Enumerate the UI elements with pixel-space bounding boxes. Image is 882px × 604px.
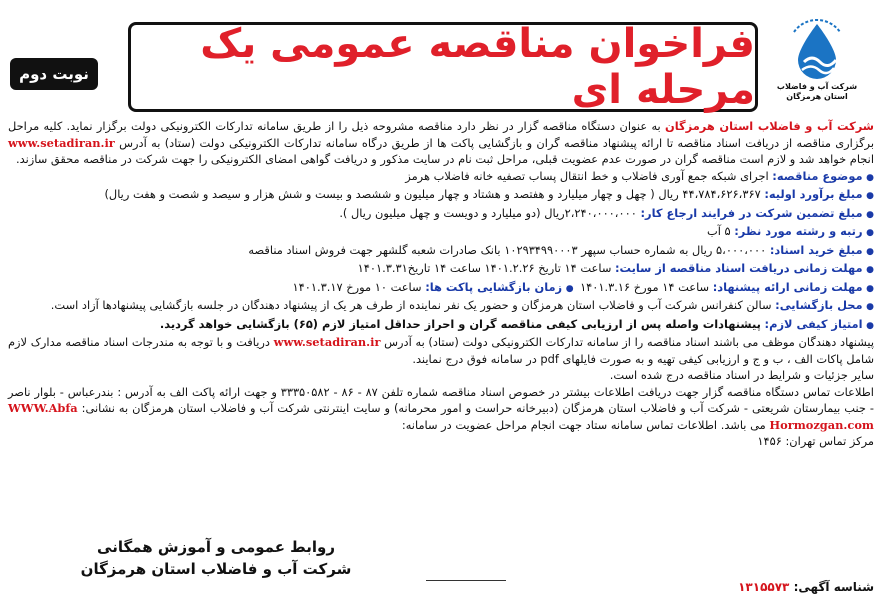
bullet-icon: ● — [866, 283, 874, 294]
item-label: رتبه و رشته مورد نظر: — [734, 224, 863, 238]
item-value: ۵،۰۰۰،۰۰۰ ریال به شماره حساب سپهر ۱۰۲۹۳۴۹۹۰۰۰۳ بانک صادرات شعبه گلشهر جهت فروش اسناد مناقصه — [248, 242, 767, 257]
item-label: مهلت زمانی دریافت اسناد مناقصه از سایت: — [615, 261, 863, 275]
note-paragraph — [8, 334, 874, 367]
item-value-2: ساعت ۱۰ مورخ ۱۴۰۱.۳.۱۷ — [292, 279, 422, 294]
list-item — [8, 297, 874, 316]
list-item — [8, 223, 874, 242]
footer — [6, 536, 876, 598]
list-item — [8, 279, 874, 298]
item-value: ۴۴،۷۸۴،۶۲۶،۳۶۷ ریال ( چهل و چهار میلیارد و هفتصد و هشتاد و چهار میلیون و ششصد و بیست و شش هزار و سیصد و شصت و هفت ریال) — [104, 187, 761, 201]
divider — [426, 580, 506, 581]
note-paragraph — [8, 384, 874, 434]
title-box — [128, 22, 758, 112]
bullet-icon: ● — [565, 283, 577, 294]
note-text: می باشد. اطلاعات تماس سامانه ستاد جهت انجام مراحل عضویت در سامانه: — [401, 417, 766, 432]
page-title: فراخوان مناقصه عمومی یک مرحله ای — [200, 21, 755, 113]
intro-text-2: انجام خواهد شد و لازم است مناقصه گران در صورت عدم عضویت قبلی، مراحل ثبت نام در سایت مذکور و دریافت گواهی امضای الکترونیکی را جهت شرکت در مناقصه محقق سازند. — [16, 152, 874, 166]
item-value: ساعت ۱۴ مورخ ۱۴۰۱.۳.۱۶ — [580, 279, 710, 294]
item-label: مبلغ خرید اسناد: — [769, 242, 863, 257]
bullet-icon: ● — [866, 228, 874, 238]
logo-text-2: استان هرمزگان — [786, 92, 848, 101]
item-label: مهلت زمانی ارائه پیشنهاد: — [712, 279, 863, 294]
second-round-badge: نوبت دوم — [10, 58, 98, 90]
bullet-icon: ● — [866, 265, 874, 275]
bullet-icon: ● — [866, 246, 874, 257]
company-name: شرکت آب و فاضلاب استان هرمزگان — [665, 119, 874, 133]
intro-text-1: به عنوان دستگاه مناقصه گزار در نظر دارد مناقصه مشروحه ذیل را از طریق سامانه تدارکات الکترونیکی دولت برگزار نماید. کلیه مراحل برگزاری مناقصه از دریافت اسناد مناقصه تا ارائه پیشنهاد مناقصه گران و بازگشایی پاکت ها از طریق درگاه سامانه تدارکات الکترونیکی دولت (ستاد) به آدرس — [8, 119, 874, 150]
signature-line-1: روابط عمومی و آموزش همگانی — [97, 538, 335, 556]
item-label: مبلغ برآورد اولیه: — [764, 187, 863, 201]
item-label: موضوع مناقصه: — [772, 168, 863, 183]
list-item — [8, 205, 874, 224]
bullet-icon: ● — [866, 209, 874, 220]
bullet-icon: ● — [866, 191, 874, 201]
bullet-icon: ● — [866, 302, 874, 312]
signature-line-2: شرکت آب و فاضلاب استان هرمزگان — [80, 560, 352, 578]
note-text: دریافت و با توجه به مندرجات اسناد مناقصه مدارک لازم شامل پاکات الف ، ب و ج و ارزیابی کیفی تهیه و به صورت فایلهای pdf در سامانه فوق درج نمایند. — [8, 335, 874, 366]
logo-text-1: شرکت آب و فاضلاب — [776, 82, 858, 91]
bullet-icon: ● — [866, 172, 874, 183]
list-item — [8, 316, 874, 335]
item-value: ۲،۲۴۰،۰۰۰،۰۰۰ریال (دو میلیارد و دویست و چهل میلیون ریال ). — [339, 205, 637, 220]
ad-id-value: ۱۳۱۵۵۷۳ — [738, 580, 790, 594]
item-value: ۵ آب — [706, 224, 731, 238]
water-drop-logo-icon — [782, 10, 852, 82]
item-value: ساعت ۱۴ تاریخ ۱۴۰۱.۲.۲۶ ساعت ۱۴ تاریخ۱۴۰۱.۳.۳۱ — [357, 261, 612, 275]
ad-body — [8, 118, 874, 450]
ad-id — [738, 580, 874, 594]
note-text: اطلاعات تماس دستگاه مناقصه گزار جهت دریافت اطلاعات بیشتر در خصوص اسناد مناقصه شماره تلفن ۸۷ - ۸۶ - ۳۳۳۵۰۵۸۲ و جهت ارائه پاکت الف به آدرس : بندرعباس - بلوار ناصر - جنب بیمارستان شریعتی - شرکت آب و فاضلاب استان هرمزگان (دبیرخانه حراست و امور محرمانه) و سایت اینترنتی شرکت آب و فاضلاب استان هرمزگان به نشانی: — [8, 384, 874, 415]
bullet-icon: ● — [866, 320, 874, 331]
list-item — [8, 186, 874, 205]
item-value: اجرای شبکه جمع آوری فاضلاب و خط انتقال پساب تصفیه خانه فاضلاب هرمز — [405, 168, 769, 183]
public-relations-signature — [6, 536, 426, 596]
company-logo — [764, 10, 870, 114]
note-paragraph: سایر جزئیات و شرایط در اسناد مناقصه درج شده است. — [609, 368, 874, 382]
list-item — [8, 260, 874, 279]
item-label: امتیاز کیفی لازم: — [764, 316, 863, 331]
list-item — [8, 168, 874, 187]
abfa-website-link[interactable]: WWW.Abfa Hormozgan.com — [8, 401, 874, 432]
item-label: محل بازگشایی: — [775, 298, 863, 312]
item-value: پیشنهادات واصله پس از ارزیابی کیفی مناقصه گران و احراز حداقل امتیاز لازم (۶۵) بازگشایی خواهد گردید. — [159, 316, 761, 331]
intro-paragraph — [8, 118, 874, 168]
header — [6, 4, 876, 116]
item-label-2: زمان بازگشایی پاکت ها: — [425, 279, 563, 294]
list-item — [8, 242, 874, 261]
ad-id-label: شناسه آگهی: — [793, 580, 874, 594]
note-text: پیشنهاد دهندگان موظف می باشند اسناد مناقصه را از سامانه تدارکات الکترونیکی دولت (ستاد) به آدرس — [384, 335, 874, 349]
note-paragraph: مرکز تماس تهران: ۱۴۵۶ — [757, 434, 874, 448]
setad-website-link[interactable]: www.setadiran.ir — [8, 135, 115, 150]
item-label: مبلغ تضمین شرکت در فرایند ارجاع کار: — [640, 205, 863, 220]
item-value: سالن کنفرانس شرکت آب و فاضلاب استان هرمزگان و حضور یک نفر نماینده از طرف هر یک از پیشنهاد دهندگان در جلسه بازگشایی پیشنهادها آزاد است. — [50, 298, 772, 312]
setad-website-link[interactable]: www.setadiran.ir — [273, 335, 381, 349]
